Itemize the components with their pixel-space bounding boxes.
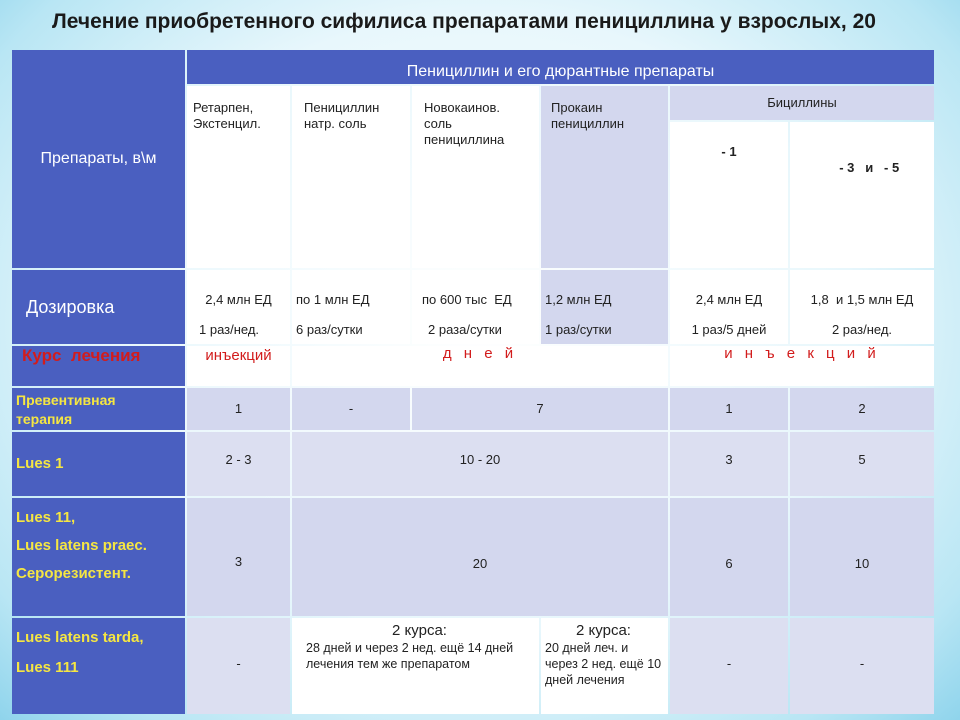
lues2-value: 6 xyxy=(725,556,733,571)
preparations-label: Препараты, в\м xyxy=(40,150,157,167)
dosage-bic35 xyxy=(790,270,934,344)
course-injections2-label: и н ъ е к ц и й xyxy=(724,345,880,362)
lues3-label: Lues 111 xyxy=(16,659,79,676)
lues3-c5 xyxy=(790,618,934,714)
page-title: Лечение приобретенного сифилиса препаратами пенициллина у взрослых, 20 xyxy=(52,10,876,33)
dosage-retarpen xyxy=(187,270,290,344)
lues1-value: 3 xyxy=(725,452,733,467)
lues2-c3 xyxy=(670,498,788,616)
lues1-value: 5 xyxy=(858,452,866,467)
preventive-c4 xyxy=(670,388,788,430)
preventive-value: 7 xyxy=(536,401,544,416)
lues1-label-cell xyxy=(12,432,185,496)
preparations-header xyxy=(12,50,185,268)
lues3-course-a xyxy=(292,618,539,714)
dose-value: 2,4 млн ЕД xyxy=(695,292,763,307)
lues3-course-b xyxy=(541,618,668,714)
drug-procaine xyxy=(541,86,668,268)
dosage-label: Дозировка xyxy=(26,297,115,317)
treatment-table xyxy=(12,50,934,714)
drug-pen-sodium-label: Пенициллин натр. соль xyxy=(304,100,380,131)
lues2-label: Lues latens praec. xyxy=(16,537,147,554)
drug-novocaine-label: Новокаинов. соль пенициллина xyxy=(424,100,505,147)
dose-value: 1,2 млн ЕД xyxy=(545,292,612,307)
drug-bic1-label: - 1 xyxy=(721,144,737,159)
lues3-value: - xyxy=(726,656,732,671)
course-days-label: д н е й xyxy=(442,345,518,362)
lues2-value: 10 xyxy=(854,556,870,571)
preventive-label-cell xyxy=(12,388,185,430)
lues2-c2 xyxy=(292,498,668,616)
dosage-bic1 xyxy=(670,270,788,344)
lues3-value: - xyxy=(859,656,865,671)
preventive-c1 xyxy=(187,388,290,430)
preventive-c3 xyxy=(412,388,668,430)
preventive-label: Превентивная терапия xyxy=(16,392,116,427)
lues2-c1 xyxy=(187,498,290,616)
drug-bic35-label: - 3 и - 5 xyxy=(839,160,900,175)
preventive-value: 2 xyxy=(858,401,866,416)
course-injections xyxy=(187,346,290,386)
lues1-c4 xyxy=(790,432,934,496)
lues3-label-cell xyxy=(12,618,185,714)
dose-frequency: 1 раз/5 дней xyxy=(691,322,767,337)
lues2-label: Lues 11, xyxy=(16,509,76,526)
course-injections2 xyxy=(670,346,934,386)
drug-procaine-label: Прокаин пенициллин xyxy=(551,100,625,131)
lues3-value: - xyxy=(236,656,241,671)
course-injections-label: инъекций xyxy=(205,347,272,364)
lues2-value: 20 xyxy=(472,556,488,571)
lues1-value: 2 - 3 xyxy=(225,452,252,467)
drug-retarpen xyxy=(187,86,290,268)
preventive-c5 xyxy=(790,388,934,430)
dosage-pen-sodium xyxy=(292,270,410,344)
preventive-value: - xyxy=(348,401,354,416)
course-label: Курс лечения xyxy=(22,346,141,365)
lues1-label: Lues 1 xyxy=(16,455,64,472)
lues3-c4 xyxy=(670,618,788,714)
course-a-text: 28 дней и через 2 нед. ещё 14 дней лечения тем же препаратом xyxy=(306,641,514,671)
lues1-c2 xyxy=(292,432,668,496)
lues3-label: Lues latens tarda, xyxy=(16,629,144,646)
dosage-novocaine xyxy=(412,270,539,344)
dose-frequency: 1 раз/сутки xyxy=(545,322,612,337)
group-header xyxy=(187,50,934,84)
dose-value: 1,8 и 1,5 млн ЕД xyxy=(810,292,914,307)
lues3-c1 xyxy=(187,618,290,714)
preventive-value: 1 xyxy=(725,401,733,416)
preventive-value: 1 xyxy=(234,401,243,416)
lues2-label: Серорезистент. xyxy=(16,565,131,582)
course-b-title: 2 курса: xyxy=(576,622,631,639)
drug-retarpen-label: Ретарпен, Экстенцил. xyxy=(193,100,261,131)
dose-frequency: 2 раз/нед. xyxy=(831,322,893,337)
dose-value: по 600 тыс ЕД xyxy=(422,292,512,307)
drug-bicillins-label: Бициллины xyxy=(767,95,837,110)
lues2-c4 xyxy=(790,498,934,616)
dose-value: по 1 млн ЕД xyxy=(296,292,370,307)
dose-frequency: 6 раз/сутки xyxy=(296,322,363,337)
dose-frequency: 1 раз/нед. xyxy=(199,322,260,337)
lues1-value: 10 - 20 xyxy=(459,452,501,467)
course-days xyxy=(292,346,668,386)
dosage-label-cell xyxy=(12,270,185,344)
dose-frequency: 2 раза/сутки xyxy=(428,322,502,337)
lues2-value: 3 xyxy=(234,554,243,569)
course-a-title: 2 курса: xyxy=(392,622,447,639)
drug-bic35 xyxy=(790,122,934,268)
lues1-c3 xyxy=(670,432,788,496)
lues1-c1 xyxy=(187,432,290,496)
drug-pen-sodium xyxy=(292,86,410,268)
preventive-c2 xyxy=(292,388,410,430)
dose-value: 2,4 млн ЕД xyxy=(205,292,272,307)
drug-novocaine xyxy=(412,86,539,268)
drug-bic1 xyxy=(670,122,788,268)
course-b-text: 20 дней леч. и через 2 нед. ещё 10 дней лечения xyxy=(545,641,662,687)
dosage-procaine xyxy=(541,270,668,344)
group-label: Пенициллин и его дюрантные препараты xyxy=(406,63,715,80)
drug-bicillins xyxy=(670,86,934,120)
course-label-cell xyxy=(12,346,185,386)
lues2-label-cell xyxy=(12,498,185,616)
